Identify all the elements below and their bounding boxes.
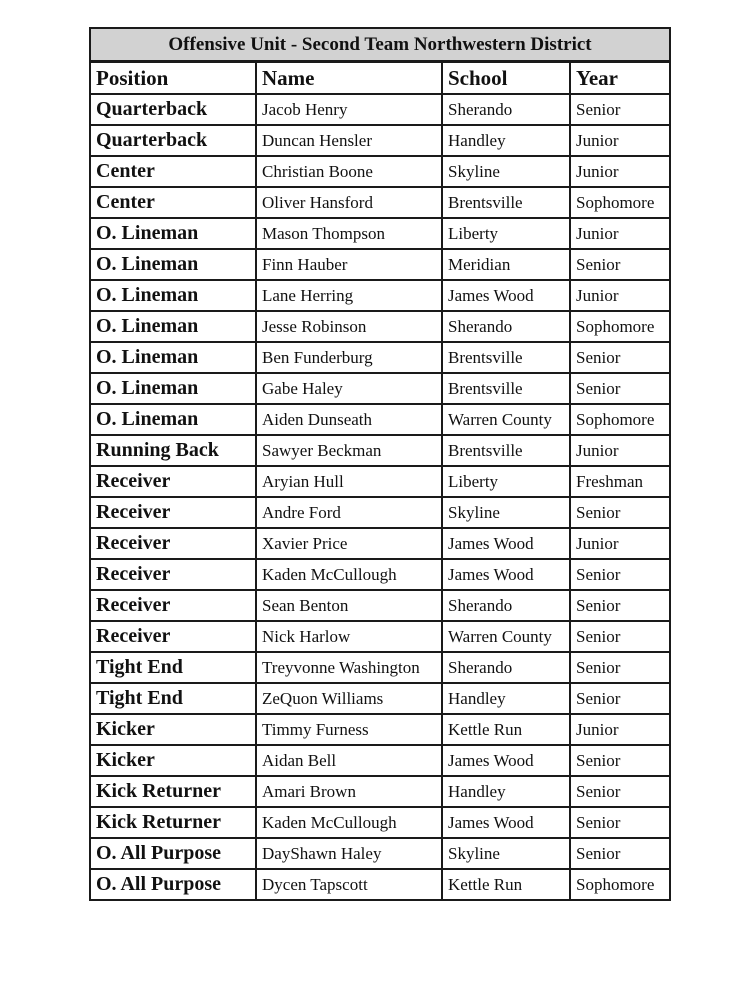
table-row — [90, 652, 670, 683]
school-cell: Warren County — [442, 404, 570, 435]
school-cell: Kettle Run — [442, 714, 570, 745]
player-name-cell: Mason Thompson — [256, 218, 442, 249]
column-header-school: School — [442, 62, 570, 95]
table-row — [90, 125, 670, 156]
year-cell: Senior — [570, 776, 670, 807]
position-cell: Receiver — [90, 528, 256, 559]
table-row — [90, 621, 670, 652]
player-name-cell: Treyvonne Washington — [256, 652, 442, 683]
school-cell: James Wood — [442, 559, 570, 590]
year-cell: Senior — [570, 342, 670, 373]
table-row — [90, 869, 670, 900]
table-row — [90, 590, 670, 621]
position-cell: Quarterback — [90, 125, 256, 156]
position-cell: Receiver — [90, 497, 256, 528]
player-name-cell: Amari Brown — [256, 776, 442, 807]
school-cell: Warren County — [442, 621, 570, 652]
school-cell: Brentsville — [442, 187, 570, 218]
table-row — [90, 187, 670, 218]
table-title: Offensive Unit - Second Team Northwestern District — [90, 28, 670, 62]
year-cell: Junior — [570, 435, 670, 466]
player-name-cell: Aryian Hull — [256, 466, 442, 497]
year-cell: Junior — [570, 280, 670, 311]
school-cell: Meridian — [442, 249, 570, 280]
player-name-cell: Nick Harlow — [256, 621, 442, 652]
position-cell: Receiver — [90, 590, 256, 621]
roster-body — [90, 94, 670, 900]
table-title-row — [90, 28, 670, 62]
table-row — [90, 249, 670, 280]
year-cell: Sophomore — [570, 404, 670, 435]
year-cell: Senior — [570, 373, 670, 404]
position-cell: Kick Returner — [90, 776, 256, 807]
player-name-cell: Jacob Henry — [256, 94, 442, 125]
position-cell: O. Lineman — [90, 373, 256, 404]
column-header-name: Name — [256, 62, 442, 95]
position-cell: Center — [90, 156, 256, 187]
player-name-cell: Sean Benton — [256, 590, 442, 621]
year-cell: Senior — [570, 745, 670, 776]
school-cell: Liberty — [442, 218, 570, 249]
player-name-cell: Timmy Furness — [256, 714, 442, 745]
player-name-cell: Jesse Robinson — [256, 311, 442, 342]
player-name-cell: Duncan Hensler — [256, 125, 442, 156]
year-cell: Junior — [570, 125, 670, 156]
position-cell: O. Lineman — [90, 404, 256, 435]
school-cell: Handley — [442, 776, 570, 807]
year-cell: Senior — [570, 683, 670, 714]
player-name-cell: Aidan Bell — [256, 745, 442, 776]
player-name-cell: Gabe Haley — [256, 373, 442, 404]
position-cell: O. Lineman — [90, 280, 256, 311]
table-row — [90, 311, 670, 342]
school-cell: Skyline — [442, 838, 570, 869]
school-cell: James Wood — [442, 280, 570, 311]
table-row — [90, 404, 670, 435]
school-cell: James Wood — [442, 528, 570, 559]
position-cell: Kick Returner — [90, 807, 256, 838]
year-cell: Junior — [570, 218, 670, 249]
school-cell: Brentsville — [442, 373, 570, 404]
column-header-year: Year — [570, 62, 670, 95]
table-row — [90, 838, 670, 869]
table-row — [90, 807, 670, 838]
table-row — [90, 435, 670, 466]
player-name-cell: Xavier Price — [256, 528, 442, 559]
position-cell: Running Back — [90, 435, 256, 466]
player-name-cell: Andre Ford — [256, 497, 442, 528]
player-name-cell: Aiden Dunseath — [256, 404, 442, 435]
position-cell: Receiver — [90, 559, 256, 590]
position-cell: O. Lineman — [90, 342, 256, 373]
school-cell: James Wood — [442, 745, 570, 776]
year-cell: Senior — [570, 807, 670, 838]
position-cell: Receiver — [90, 621, 256, 652]
school-cell: Sherando — [442, 590, 570, 621]
year-cell: Senior — [570, 249, 670, 280]
position-cell: Receiver — [90, 466, 256, 497]
year-cell: Junior — [570, 528, 670, 559]
player-name-cell: Finn Hauber — [256, 249, 442, 280]
table-row — [90, 776, 670, 807]
year-cell: Senior — [570, 838, 670, 869]
player-name-cell: Ben Funderburg — [256, 342, 442, 373]
table-row — [90, 342, 670, 373]
table-row — [90, 156, 670, 187]
table-row — [90, 497, 670, 528]
position-cell: O. Lineman — [90, 311, 256, 342]
position-cell: Kicker — [90, 714, 256, 745]
table-row — [90, 714, 670, 745]
school-cell: Brentsville — [442, 435, 570, 466]
year-cell: Senior — [570, 621, 670, 652]
school-cell: Sherando — [442, 311, 570, 342]
year-cell: Senior — [570, 590, 670, 621]
table-row — [90, 280, 670, 311]
year-cell: Junior — [570, 156, 670, 187]
player-name-cell: Lane Herring — [256, 280, 442, 311]
table-row — [90, 528, 670, 559]
column-header-position: Position — [90, 62, 256, 95]
table-row — [90, 466, 670, 497]
table-row — [90, 683, 670, 714]
year-cell: Senior — [570, 94, 670, 125]
position-cell: O. All Purpose — [90, 869, 256, 900]
position-cell: O. All Purpose — [90, 838, 256, 869]
year-cell: Junior — [570, 714, 670, 745]
player-name-cell: Christian Boone — [256, 156, 442, 187]
table-row — [90, 373, 670, 404]
table-row — [90, 218, 670, 249]
school-cell: Skyline — [442, 156, 570, 187]
player-name-cell: DayShawn Haley — [256, 838, 442, 869]
position-cell: Tight End — [90, 652, 256, 683]
position-cell: Center — [90, 187, 256, 218]
roster-table — [89, 27, 671, 901]
year-cell: Sophomore — [570, 869, 670, 900]
player-name-cell: Oliver Hansford — [256, 187, 442, 218]
player-name-cell: ZeQuon Williams — [256, 683, 442, 714]
school-cell: Kettle Run — [442, 869, 570, 900]
year-cell: Senior — [570, 559, 670, 590]
school-cell: Sherando — [442, 652, 570, 683]
year-cell: Sophomore — [570, 311, 670, 342]
school-cell: Liberty — [442, 466, 570, 497]
school-cell: Handley — [442, 125, 570, 156]
position-cell: Quarterback — [90, 94, 256, 125]
position-cell: O. Lineman — [90, 249, 256, 280]
player-name-cell: Kaden McCullough — [256, 807, 442, 838]
year-cell: Freshman — [570, 466, 670, 497]
year-cell: Senior — [570, 497, 670, 528]
year-cell: Sophomore — [570, 187, 670, 218]
school-cell: Handley — [442, 683, 570, 714]
school-cell: James Wood — [442, 807, 570, 838]
school-cell: Brentsville — [442, 342, 570, 373]
school-cell: Sherando — [442, 94, 570, 125]
school-cell: Skyline — [442, 497, 570, 528]
player-name-cell: Dycen Tapscott — [256, 869, 442, 900]
position-cell: O. Lineman — [90, 218, 256, 249]
year-cell: Senior — [570, 652, 670, 683]
player-name-cell: Sawyer Beckman — [256, 435, 442, 466]
table-row — [90, 745, 670, 776]
table-row — [90, 94, 670, 125]
player-name-cell: Kaden McCullough — [256, 559, 442, 590]
position-cell: Kicker — [90, 745, 256, 776]
column-header-row — [90, 62, 670, 95]
position-cell: Tight End — [90, 683, 256, 714]
table-row — [90, 559, 670, 590]
